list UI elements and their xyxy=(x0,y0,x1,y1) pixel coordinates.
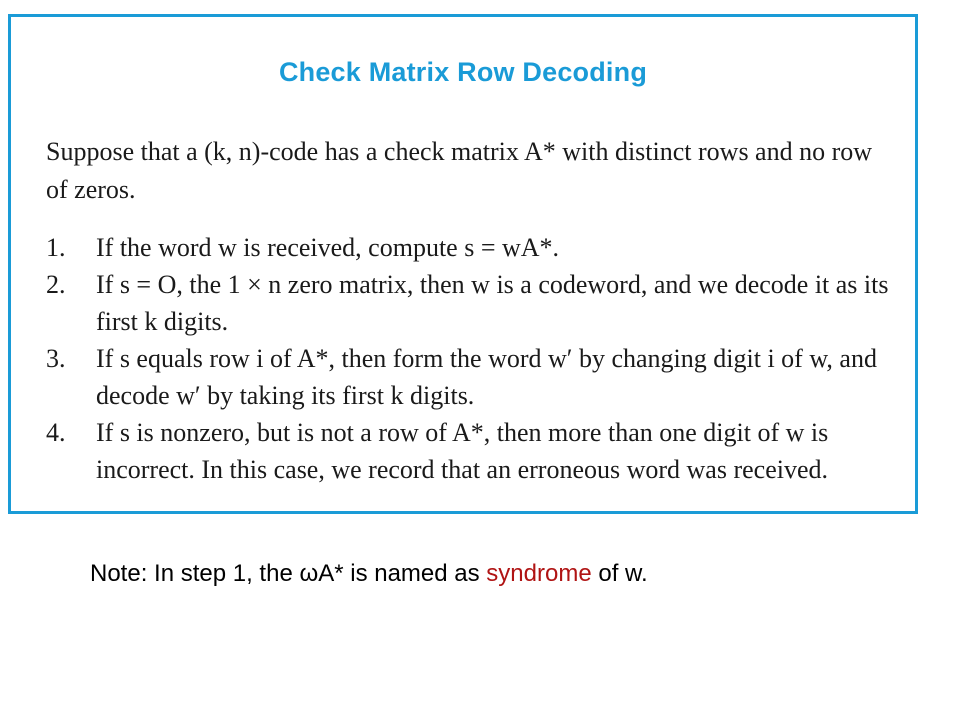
note-symbol: ωA* xyxy=(299,560,344,587)
note-middle: is named as xyxy=(343,560,487,587)
note-suffix: of w. xyxy=(591,560,648,587)
step-item xyxy=(46,414,896,488)
step-text: If s equals row i of A*, then form the word w′ by changing digit i of w, and decode w′ by taking its first k digits. xyxy=(96,344,877,410)
steps-list xyxy=(46,229,896,488)
step-number: 4. xyxy=(46,418,66,447)
step-item xyxy=(46,340,896,414)
definition-box xyxy=(8,14,918,514)
step-text: If the word w is received, compute s = wA*. xyxy=(96,233,560,262)
step-item xyxy=(46,229,896,266)
step-number: 2. xyxy=(46,270,66,299)
note-line xyxy=(90,560,648,588)
note-highlight: syndrome xyxy=(486,560,592,587)
intro-paragraph: Suppose that a (k, n)-code has a check matrix A* with distinct rows and no row of zeros. xyxy=(46,137,873,204)
step-item xyxy=(46,266,896,340)
step-text: If s is nonzero, but is not a row of A*, then more than one digit of w is incorrect. In this case, we record that an erroneous word was received. xyxy=(96,418,829,484)
note-prefix: Note: In step 1, the xyxy=(90,560,300,587)
box-title: Check Matrix Row Decoding xyxy=(278,57,648,87)
step-text: If s = O, the 1 × n zero matrix, then w is a codeword, and we decode it as its first k digits. xyxy=(96,270,889,336)
step-number: 1. xyxy=(46,233,66,262)
step-number: 3. xyxy=(46,344,66,373)
